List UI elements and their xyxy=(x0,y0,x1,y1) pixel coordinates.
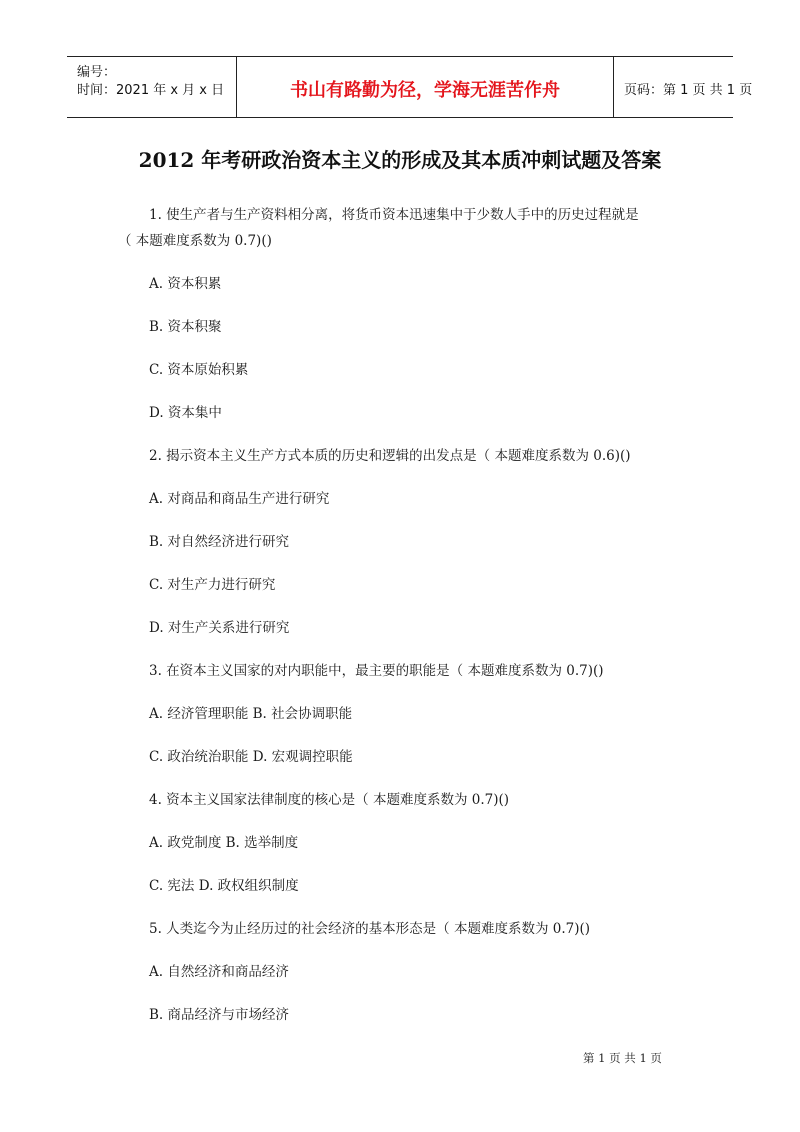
motto: 书山有路勤为径，学海无涯苦作舟 xyxy=(290,80,560,101)
page-footer: 第 1 页 共 1 页 xyxy=(583,1051,662,1065)
q5-option-a: A. 自然经济和商品经济 xyxy=(149,964,289,980)
q2-option-b: B. 对自然经济进行研究 xyxy=(149,534,290,550)
q2-option-d: D. 对生产关系进行研究 xyxy=(149,620,290,636)
header-left-cell xyxy=(67,57,237,117)
page-label: 页码：第 1 页 共 1 页 xyxy=(624,83,753,98)
document-title: 2012 年考研政治资本主义的形成及其本质冲刺试题及答案 xyxy=(138,148,662,172)
q1-option-b: B. 资本积聚 xyxy=(149,319,222,335)
q3-options-cd: C. 政治统治职能 D. 宏观调控职能 xyxy=(149,749,353,765)
q1-option-a: A. 资本积累 xyxy=(149,276,222,292)
question-2: 2. 揭示资本主义生产方式本质的历史和逻辑的出发点是（ 本题难度系数为 0.6)() xyxy=(149,448,631,464)
question-1-cont: （ 本题难度系数为 0.7)() xyxy=(118,233,272,249)
q2-option-c: C. 对生产力进行研究 xyxy=(149,577,276,593)
question-4: 4. 资本主义国家法律制度的核心是（ 本题难度系数为 0.7)() xyxy=(149,792,510,808)
q1-option-c: C. 资本原始积累 xyxy=(149,362,249,378)
q3-options-ab: A. 经济管理职能 B. 社会协调职能 xyxy=(149,706,353,722)
header-motto-cell xyxy=(237,57,614,117)
question-5: 5. 人类迄今为止经历过的社会经济的基本形态是（ 本题难度系数为 0.7)() xyxy=(149,921,591,937)
q5-option-b: B. 商品经济与市场经济 xyxy=(149,1007,290,1023)
question-3: 3. 在资本主义国家的对内职能中，最主要的职能是（ 本题难度系数为 0.7)() xyxy=(149,663,604,679)
document-header xyxy=(67,56,753,118)
time-label: 时间：2021 年 x 月 x 日 xyxy=(77,83,225,98)
q4-options-ab: A. 政党制度 B. 选举制度 xyxy=(149,835,299,851)
q2-option-a: A. 对商品和商品生产进行研究 xyxy=(149,491,330,507)
number-label: 编号： xyxy=(77,65,117,80)
question-1: 1. 使生产者与生产资料相分离，将货币资本迅速集中于少数人手中的历史过程就是 xyxy=(149,207,639,223)
q1-option-d: D. 资本集中 xyxy=(149,405,222,421)
q4-options-cd: C. 宪法 D. 政权组织制度 xyxy=(149,878,299,894)
header-right-cell xyxy=(614,57,753,117)
